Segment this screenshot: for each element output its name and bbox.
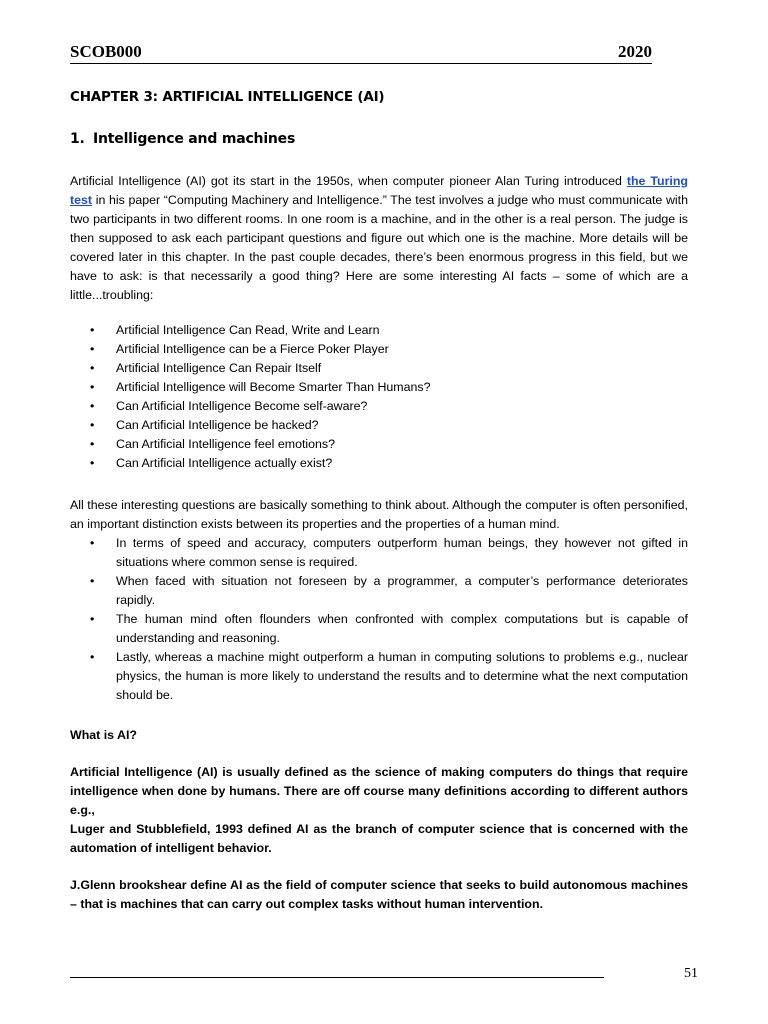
bullet-icon: • xyxy=(90,612,95,626)
bullet-icon: • xyxy=(90,574,95,588)
list-item: • In terms of speed and accuracy, computers outperform human beings, they however not gifted in situations where common sense is required. xyxy=(90,536,688,569)
list-item: • Can Artificial Intelligence feel emotions? xyxy=(70,435,688,454)
facts-list xyxy=(70,321,688,473)
facts-list-block xyxy=(70,321,688,473)
list-item: • Artificial Intelligence can be a Fierce Poker Player xyxy=(70,340,688,359)
section-title: Intelligence and machines xyxy=(93,131,296,147)
what-is-ai-heading: What is AI? xyxy=(70,728,137,742)
header-year: 2020 xyxy=(618,42,652,61)
bullet-icon: • xyxy=(90,380,95,394)
intro-paragraph xyxy=(70,172,688,305)
list-item: • Can Artificial Intelligence Become self-aware? xyxy=(70,397,688,416)
glenn-paragraph: J.Glenn brookshear define AI as the field of computer science that seeks to build autonomous machines – that is machines that can carry out complex tasks without human intervention. xyxy=(70,878,688,911)
list-item: • The human mind often flounders when confronted with complex computations but is capable of understanding and reasoning. xyxy=(90,612,688,645)
footer-rule xyxy=(70,977,604,978)
definitions-block xyxy=(70,763,688,858)
course-code: SCOB000 xyxy=(70,42,142,61)
list-item: • Artificial Intelligence Can Repair Itself xyxy=(70,359,688,378)
bullet-icon: • xyxy=(90,418,95,432)
bullet-icon: • xyxy=(90,536,95,550)
section-heading xyxy=(70,131,295,147)
page-header xyxy=(70,42,652,64)
turing-test-link[interactable]: the Turing test xyxy=(70,174,688,207)
list-item: • Can Artificial Intelligence actually exist? xyxy=(70,454,688,473)
questions-block xyxy=(70,496,688,705)
bullet-icon: • xyxy=(90,342,95,356)
bullet-icon: • xyxy=(90,361,95,375)
bullet-icon: • xyxy=(90,456,95,470)
bullet-icon: • xyxy=(90,437,95,451)
bullet-icon: • xyxy=(90,650,95,664)
list-item: • Artificial Intelligence Can Read, Write and Learn xyxy=(70,321,688,340)
definition-paragraph: Artificial Intelligence (AI) is usually defined as the science of making computers do things that require intelligence when done by humans. There are off course many definitions according to different authors e.g., xyxy=(70,765,688,817)
bullet-icon: • xyxy=(90,323,95,337)
list-item: • Can Artificial Intelligence be hacked? xyxy=(70,416,688,435)
list-item: • Lastly, whereas a machine might outperform a human in computing solutions to problems e.g., nuclear physics, the human is more likely to understand the results and to determine what the next computation should be. xyxy=(90,650,688,702)
distinctions-list xyxy=(70,534,688,705)
bullet-icon: • xyxy=(90,399,95,413)
chapter-title: CHAPTER 3: ARTIFICIAL INTELLIGENCE (AI) xyxy=(70,89,385,105)
list-item: • Artificial Intelligence will Become Smarter Than Humans? xyxy=(70,378,688,397)
questions-paragraph: All these interesting questions are basically something to think about. Although the computer is often personified, an important distinction exists between its properties and the properties of a human mind. xyxy=(70,498,688,531)
page-number: 51 xyxy=(684,966,698,981)
section-number: 1. xyxy=(70,131,85,147)
list-item: • When faced with situation not foreseen by a programmer, a computer’s performance deteriorates rapidly. xyxy=(90,574,688,607)
luger-paragraph: Luger and Stubblefield, 1993 defined AI as the branch of computer science that is concerned with the automation of intelligent behavior. xyxy=(70,822,688,855)
intro-text-after-link: in his paper “Computing Machinery and Intelligence.” The test involves a judge who must communicate with two participants in two different rooms. In one room is a machine, and in the other is a real person. The judge is then supposed to ask each participant questions and figure out which one is the machine. More details will be covered later in this chapter. In the past couple decades, there’s been enormous progress in this field, but we have to ask: is that necessarily a good thing? Here are some interesting AI facts – some of which are a little...troubling: xyxy=(70,193,688,302)
intro-text-before-link: Artificial Intelligence (AI) got its start in the 1950s, when computer pioneer Alan Turing introduced xyxy=(70,174,627,188)
